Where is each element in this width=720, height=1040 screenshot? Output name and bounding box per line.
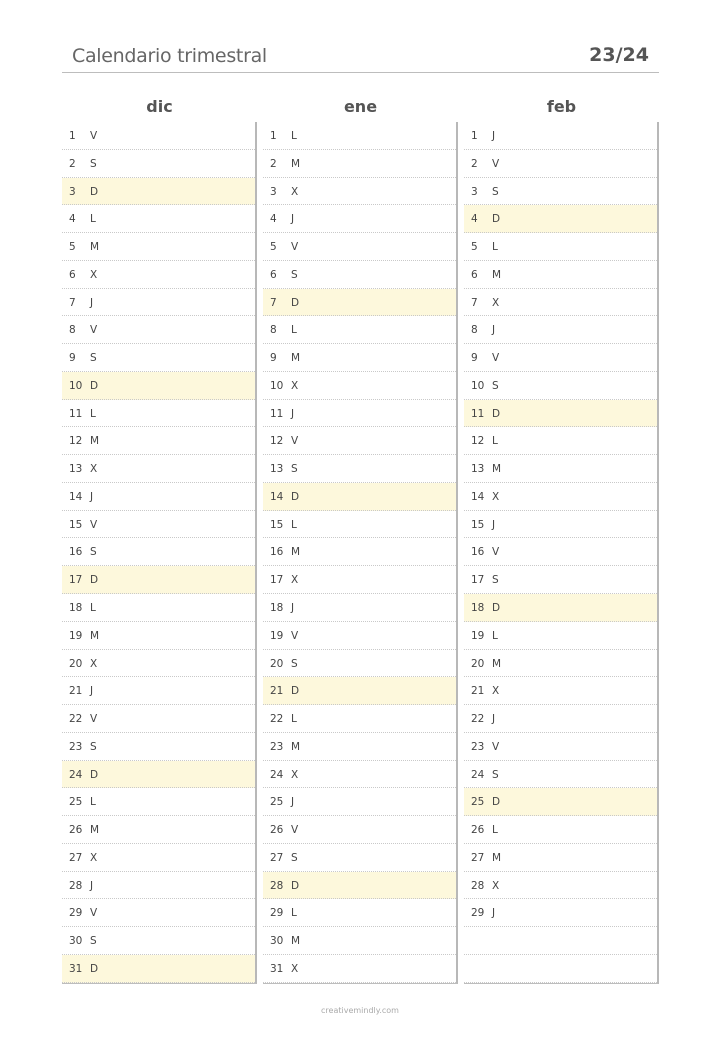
weekday-letter: M [90, 824, 100, 837]
weekday-letter: L [90, 796, 96, 809]
weekday-letter: D [90, 962, 99, 975]
day-number: 8 [270, 324, 277, 337]
weekday-letter: X [291, 574, 299, 587]
weekday-letter: M [291, 352, 301, 365]
weekday-letter: S [291, 463, 298, 476]
month-title: feb [546, 97, 577, 116]
weekday-letter: X [492, 879, 500, 892]
day-number: 19 [471, 629, 485, 642]
footer-credit: creativemindly.com [321, 1006, 399, 1015]
day-number: 31 [69, 962, 83, 975]
day-number: 12 [69, 435, 83, 448]
empty-row [464, 955, 657, 983]
day-row [263, 844, 456, 872]
day-list [263, 122, 458, 984]
weekday-letter: D [291, 296, 300, 309]
day-number: 26 [270, 824, 284, 837]
month-column-ene [263, 94, 458, 984]
weekday-letter: V [291, 435, 299, 448]
weekday-letter: J [492, 324, 496, 337]
weekday-letter: J [90, 490, 94, 503]
day-number: 8 [471, 324, 478, 337]
weekday-letter: M [90, 629, 100, 642]
day-number: 4 [471, 213, 478, 226]
weekday-letter: M [291, 157, 301, 170]
day-row [62, 233, 255, 261]
day-row [62, 622, 255, 650]
day-number: 6 [270, 268, 277, 281]
day-number: 10 [471, 379, 485, 392]
weekday-letter: J [291, 796, 295, 809]
day-number: 26 [471, 824, 485, 837]
day-number: 9 [270, 352, 277, 365]
weekday-letter: J [492, 713, 496, 726]
day-row [263, 594, 456, 622]
day-row [464, 566, 657, 594]
day-row [464, 538, 657, 566]
weekday-letter: D [90, 185, 99, 198]
day-number: 13 [270, 463, 284, 476]
day-number: 29 [471, 907, 485, 920]
weekday-letter: L [492, 435, 498, 448]
day-number: 9 [69, 352, 76, 365]
day-number: 21 [270, 685, 284, 698]
day-row [464, 705, 657, 733]
weekday-letter: M [90, 241, 100, 254]
page-header [62, 42, 659, 73]
day-row [62, 261, 255, 289]
day-number: 22 [69, 713, 83, 726]
day-row [464, 899, 657, 927]
weekday-letter: S [90, 935, 97, 948]
weekday-letter: D [492, 796, 501, 809]
day-row [263, 705, 456, 733]
day-number: 16 [270, 546, 284, 559]
weekday-letter: M [492, 463, 502, 476]
day-number: 3 [471, 185, 478, 198]
day-number: 5 [471, 241, 478, 254]
day-number: 2 [69, 157, 76, 170]
day-number: 23 [270, 740, 284, 753]
weekday-letter: J [492, 130, 496, 142]
day-number: 15 [69, 518, 83, 531]
day-number: 20 [270, 657, 284, 670]
weekday-letter: L [90, 407, 96, 420]
weekday-letter: X [291, 962, 299, 975]
day-row [464, 677, 657, 705]
day-number: 12 [270, 435, 284, 448]
day-number: 20 [69, 657, 83, 670]
day-row [62, 400, 255, 428]
weekday-letter: J [291, 602, 295, 615]
day-number: 25 [471, 796, 485, 809]
day-number: 23 [69, 740, 83, 753]
weekday-letter: S [291, 657, 298, 670]
day-row [263, 289, 456, 317]
day-number: 11 [270, 407, 284, 420]
day-number: 6 [471, 268, 478, 281]
day-row [62, 483, 255, 511]
weekday-letter: D [90, 768, 99, 781]
day-row [263, 872, 456, 900]
weekday-letter: X [90, 463, 98, 476]
weekday-letter: X [291, 379, 299, 392]
day-number: 16 [69, 546, 83, 559]
day-number: 3 [69, 185, 76, 198]
day-row [464, 788, 657, 816]
weekday-letter: X [291, 185, 299, 198]
weekday-letter: M [492, 851, 502, 864]
day-row [263, 511, 456, 539]
day-number: 23 [471, 740, 485, 753]
day-row [62, 538, 255, 566]
day-number: 22 [471, 713, 485, 726]
month-title: ene [343, 97, 378, 116]
day-row [62, 927, 255, 955]
weekday-letter: M [291, 935, 301, 948]
day-number: 8 [69, 324, 76, 337]
day-row [263, 372, 456, 400]
weekday-letter: D [291, 685, 300, 698]
month-column-feb [464, 94, 659, 984]
day-row [62, 511, 255, 539]
day-number: 25 [270, 796, 284, 809]
page-title: Calendario trimestral [72, 45, 267, 67]
day-row [464, 150, 657, 178]
weekday-letter: S [492, 379, 499, 392]
day-row [464, 205, 657, 233]
weekday-letter: M [291, 740, 301, 753]
weekday-letter: V [291, 629, 299, 642]
day-row [263, 455, 456, 483]
day-number: 17 [270, 574, 284, 587]
weekday-letter: X [90, 851, 98, 864]
day-row [62, 899, 255, 927]
weekday-letter: S [492, 185, 499, 198]
day-row [62, 594, 255, 622]
weekday-letter: V [291, 241, 299, 254]
day-number: 4 [69, 213, 76, 226]
day-row [263, 427, 456, 455]
weekday-letter: V [291, 824, 299, 837]
day-row [62, 566, 255, 594]
weekday-letter: S [90, 352, 97, 365]
weekday-letter: D [492, 213, 501, 226]
day-number: 3 [270, 185, 277, 198]
day-number: 24 [69, 768, 83, 781]
day-row [464, 483, 657, 511]
weekday-letter: D [492, 407, 501, 420]
weekday-letter: D [90, 379, 99, 392]
day-number: 11 [471, 407, 485, 420]
weekday-letter: L [90, 602, 96, 615]
day-row [464, 872, 657, 900]
day-number: 1 [270, 130, 277, 142]
weekday-letter: J [291, 213, 295, 226]
weekday-letter: L [291, 518, 297, 531]
weekday-letter: S [492, 574, 499, 587]
weekday-letter: S [90, 740, 97, 753]
day-row [464, 261, 657, 289]
weekday-letter: M [492, 268, 502, 281]
weekday-letter: V [90, 324, 98, 337]
day-number: 10 [69, 379, 83, 392]
day-row [464, 761, 657, 789]
day-number: 27 [270, 851, 284, 864]
day-number: 25 [69, 796, 83, 809]
day-number: 28 [270, 879, 284, 892]
day-number: 14 [270, 490, 284, 503]
day-number: 7 [69, 296, 76, 309]
day-row [263, 261, 456, 289]
day-row [263, 788, 456, 816]
day-row [263, 344, 456, 372]
day-number: 21 [69, 685, 83, 698]
day-number: 15 [270, 518, 284, 531]
weekday-letter: J [291, 407, 295, 420]
weekday-letter: X [492, 685, 500, 698]
day-row [62, 205, 255, 233]
day-list [464, 122, 659, 984]
weekday-letter: S [492, 768, 499, 781]
day-number: 21 [471, 685, 485, 698]
day-row [464, 372, 657, 400]
weekday-letter: L [291, 130, 297, 142]
weekday-letter: L [291, 713, 297, 726]
day-row [263, 899, 456, 927]
day-row [263, 622, 456, 650]
day-row [464, 844, 657, 872]
day-row [464, 455, 657, 483]
day-row [464, 816, 657, 844]
day-row [263, 927, 456, 955]
weekday-letter: L [291, 907, 297, 920]
day-row [464, 400, 657, 428]
day-row [263, 150, 456, 178]
weekday-letter: D [90, 574, 99, 587]
weekday-letter: J [90, 296, 94, 309]
weekday-letter: L [90, 213, 96, 226]
day-row [62, 455, 255, 483]
day-number: 6 [69, 268, 76, 281]
day-row [263, 316, 456, 344]
day-row [62, 150, 255, 178]
weekday-letter: J [90, 879, 94, 892]
weekday-letter: D [492, 602, 501, 615]
weekday-letter: J [90, 685, 94, 698]
day-number: 10 [270, 379, 284, 392]
empty-row [464, 927, 657, 955]
day-number: 1 [471, 130, 478, 142]
day-number: 28 [471, 879, 485, 892]
weekday-letter: V [90, 907, 98, 920]
day-number: 27 [471, 851, 485, 864]
weekday-letter: S [291, 851, 298, 864]
day-number: 4 [270, 213, 277, 226]
day-number: 5 [270, 241, 277, 254]
day-row [464, 733, 657, 761]
day-number: 24 [270, 768, 284, 781]
day-number: 2 [471, 157, 478, 170]
day-row [62, 650, 255, 678]
weekday-letter: M [492, 657, 502, 670]
day-row [263, 483, 456, 511]
day-row [464, 622, 657, 650]
day-row [263, 122, 456, 150]
day-number: 9 [471, 352, 478, 365]
weekday-letter: V [492, 740, 500, 753]
weekday-letter: S [90, 157, 97, 170]
day-row [62, 344, 255, 372]
day-row [263, 233, 456, 261]
day-number: 7 [270, 296, 277, 309]
weekday-letter: L [492, 629, 498, 642]
day-number: 14 [69, 490, 83, 503]
day-list [62, 122, 257, 984]
day-row [62, 705, 255, 733]
day-row [62, 955, 255, 983]
day-number: 18 [270, 602, 284, 615]
day-number: 5 [69, 241, 76, 254]
day-row [263, 566, 456, 594]
weekday-letter: M [291, 546, 301, 559]
day-number: 27 [69, 851, 83, 864]
day-row [263, 538, 456, 566]
weekday-letter: S [90, 546, 97, 559]
day-row [62, 372, 255, 400]
day-number: 30 [69, 935, 83, 948]
day-number: 7 [471, 296, 478, 309]
day-number: 2 [270, 157, 277, 170]
day-row [62, 788, 255, 816]
day-number: 26 [69, 824, 83, 837]
weekday-letter: L [291, 324, 297, 337]
weekday-letter: X [90, 657, 98, 670]
day-number: 17 [69, 574, 83, 587]
day-number: 11 [69, 407, 83, 420]
day-number: 12 [471, 435, 485, 448]
day-number: 13 [69, 463, 83, 476]
day-row [62, 816, 255, 844]
day-number: 31 [270, 962, 284, 975]
day-row [263, 761, 456, 789]
weekday-letter: X [291, 768, 299, 781]
day-row [263, 650, 456, 678]
day-row [263, 733, 456, 761]
day-number: 28 [69, 879, 83, 892]
day-row [464, 233, 657, 261]
day-number: 22 [270, 713, 284, 726]
weekday-letter: X [492, 490, 500, 503]
weekday-letter: S [291, 268, 298, 281]
day-row [62, 677, 255, 705]
day-number: 29 [69, 907, 83, 920]
weekday-letter: V [492, 157, 500, 170]
day-row [62, 316, 255, 344]
day-number: 30 [270, 935, 284, 948]
day-row [464, 650, 657, 678]
day-row [62, 733, 255, 761]
day-row [263, 400, 456, 428]
day-number: 29 [270, 907, 284, 920]
day-row [464, 178, 657, 206]
day-number: 24 [471, 768, 485, 781]
day-number: 17 [471, 574, 485, 587]
weekday-letter: X [90, 268, 98, 281]
weekday-letter: D [291, 879, 300, 892]
day-row [464, 427, 657, 455]
day-row [62, 178, 255, 206]
day-number: 20 [471, 657, 485, 670]
weekday-letter: V [492, 352, 500, 365]
weekday-letter: D [291, 490, 300, 503]
day-row [263, 677, 456, 705]
weekday-letter: L [492, 824, 498, 837]
month-column-dic [62, 94, 257, 984]
day-number: 1 [69, 130, 76, 142]
day-row [464, 511, 657, 539]
weekday-letter: V [90, 713, 98, 726]
day-row [62, 761, 255, 789]
weekday-letter: V [90, 518, 98, 531]
day-number: 13 [471, 463, 485, 476]
day-row [464, 594, 657, 622]
day-number: 14 [471, 490, 485, 503]
month-title: dic [146, 97, 173, 116]
day-row [62, 427, 255, 455]
day-number: 18 [471, 602, 485, 615]
day-row [263, 816, 456, 844]
weekday-letter: L [492, 241, 498, 254]
weekday-letter: V [492, 546, 500, 559]
year-label: 23/24 [589, 44, 649, 66]
day-row [464, 122, 657, 150]
day-number: 19 [270, 629, 284, 642]
day-row [464, 316, 657, 344]
day-row [263, 955, 456, 983]
day-number: 18 [69, 602, 83, 615]
day-row [62, 872, 255, 900]
day-number: 15 [471, 518, 485, 531]
weekday-letter: X [492, 296, 500, 309]
day-row [464, 289, 657, 317]
weekday-letter: V [90, 130, 98, 142]
day-row [263, 178, 456, 206]
day-row [263, 205, 456, 233]
day-row [464, 344, 657, 372]
day-number: 19 [69, 629, 83, 642]
weekday-letter: M [90, 435, 100, 448]
weekday-letter: J [492, 907, 496, 920]
day-row [62, 122, 255, 150]
day-row [62, 289, 255, 317]
day-row [62, 844, 255, 872]
day-number: 16 [471, 546, 485, 559]
weekday-letter: J [492, 518, 496, 531]
